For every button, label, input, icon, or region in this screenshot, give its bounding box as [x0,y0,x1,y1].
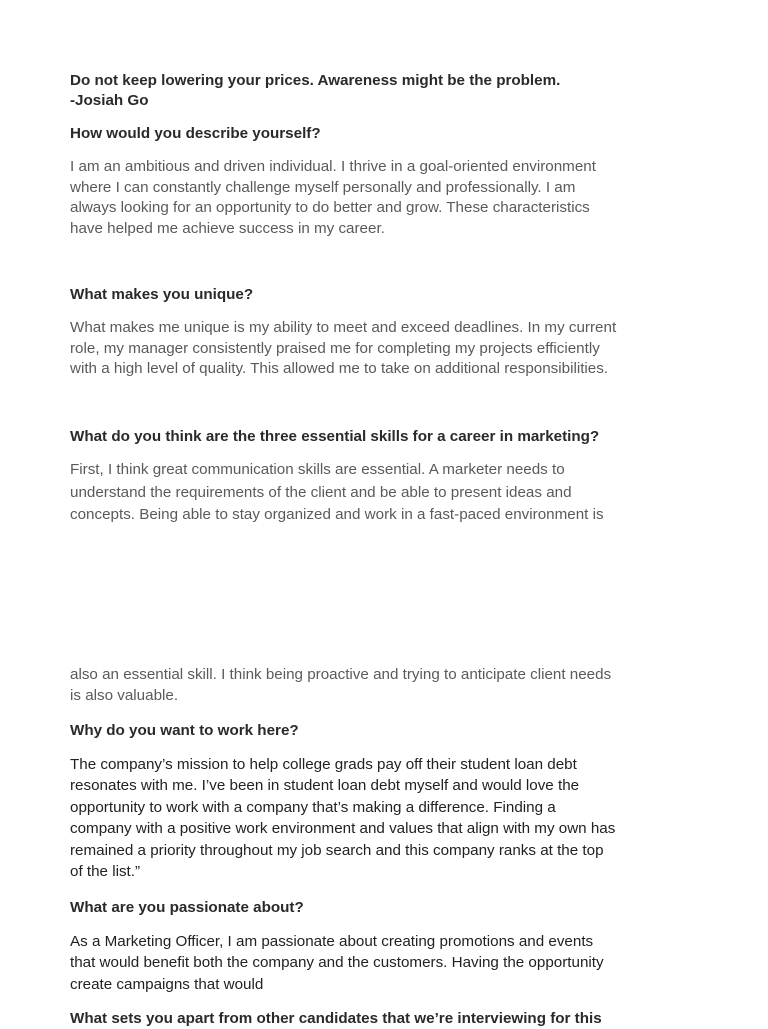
answer-line: resonates with me. I’ve been in student loan debt myself and would love the [70,777,580,795]
question-unique: What makes you unique? [70,286,254,303]
opening-quote [70,71,560,111]
quote-author: -Josiah Go [70,92,149,109]
answer-line: also an essential skill. I think being proactive and trying to anticipate client needs [70,666,612,683]
question-passionate: What are you passionate about? [70,899,304,916]
answer-line: always looking for an opportunity to do better and grow. These characteristics [70,199,590,216]
document-page [70,0,710,1027]
answer-line: create campaigns that would [70,975,264,993]
quote-text: Do not keep lowering your prices. Awareness might be the problem. [70,72,561,89]
answer-line: What makes me unique is my ability to meet and exceed deadlines. In my current [70,319,617,336]
answer-line: role, my manager consistently praised me for completing my projects efficiently [70,339,600,357]
answer-line: where I can constantly challenge myself personally and professionally. I am [70,178,576,196]
answer-line: I am an ambitious and driven individual. I thrive in a goal-oriented environment [70,158,596,175]
answer-line: company with a positive work environment and values that align with my own has [70,820,616,838]
answer-essential-skills [70,459,604,527]
answer-passionate [70,931,604,995]
answer-line: have helped me achieve success in my career. [70,219,385,237]
answer-unique [70,318,616,380]
question-why-work-here: Why do you want to work here? [70,722,299,739]
question-sets-apart: What sets you apart from other candidates that we’re interviewing for this [70,1010,602,1027]
answer-line: understand the requirements of the client and be able to present ideas and [70,483,572,501]
answer-line: with a high level of quality. This allowed me to take on additional responsibilities. [70,360,609,377]
answer-line: opportunity to work with a company that’s making a difference. Finding a [70,798,556,816]
answer-line: concepts. Being able to stay organized and work in a fast-paced environment is [70,506,604,523]
answer-describe-yourself [70,157,596,239]
answer-line: is also valuable. [70,687,179,704]
answer-line: of the list.” [70,863,141,881]
answer-line: As a Marketing Officer, I am passionate about creating promotions and events [70,933,594,950]
answer-line: First, I think great communication skills are essential. A marketer needs to [70,461,565,478]
answer-why-work-here [70,754,615,882]
answer-line: remained a priority throughout my job search and this company ranks at the top [70,841,604,859]
question-essential-skills: What do you think are the three essential skills for a career in marketing? [70,428,600,445]
answer-essential-skills-continued [70,664,611,706]
question-describe-yourself: How would you describe yourself? [70,125,321,142]
answer-line: that would benefit both the company and the customers. Having the opportunity [70,954,604,972]
answer-line: The company’s mission to help college grads pay off their student loan debt [70,756,577,773]
